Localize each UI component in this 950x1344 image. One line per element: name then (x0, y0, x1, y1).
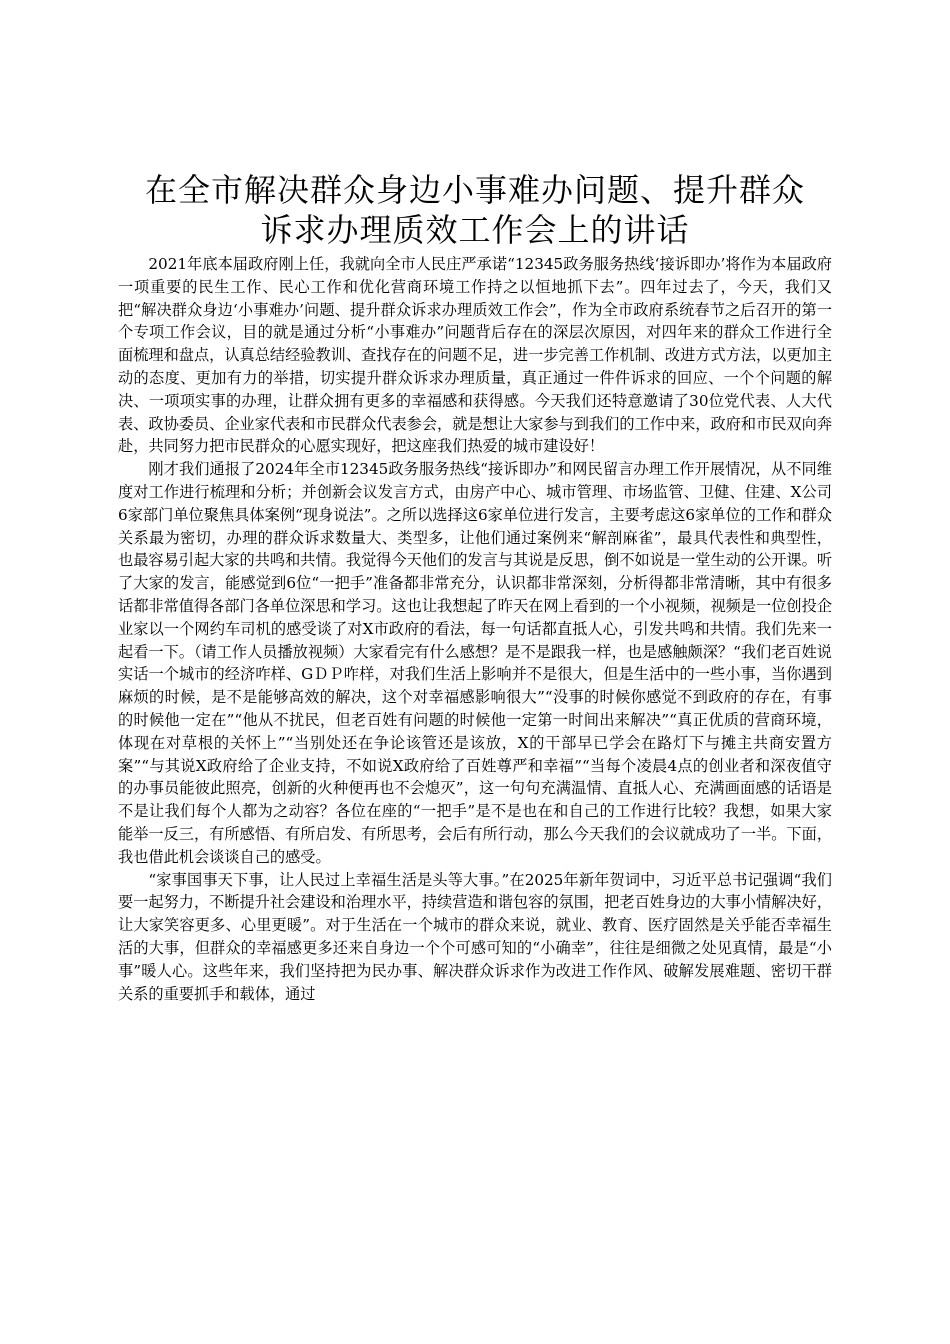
document-title (118, 170, 832, 250)
title-line-2: 诉求办理质效工作会上的讲话 (260, 211, 690, 249)
paragraph-1: 2021年底本届政府刚上任，我就向全市人民庄严承诺“12345政务服务热线‘接诉即办’将作为本届政府一项重要的民生工作、民心工作和优化营商环境工作持之以恒地抓下去”。四年过去了，今天，我们又把“解决群众身边‘小事难办’问题、提升群众诉求办理质效工作会”，作为全市政府系统春节之后召开的第一个专项工作会议，目的就是通过分析“小事难办”问题背后存在的深层次原因，对四年来的群众工作进行全面梳理和盘点，认真总结经验教训、查找存在的问题不足，进一步完善工作机制、改进方式方法，以更加主动的态度、更加有力的举措，切实提升群众诉求办理质量，真正通过一件件诉求的回应、一个个问题的解决、一项项实事的办理，让群众拥有更多的幸福感和获得感。今天我们还特意邀请了30位党代表、人大代表、政协委员、企业家代表和市民群众代表参会，就是想让大家参与到我们的工作中来，政府和市民双向奔赴，共同努力把市民群众的心愿实现好，把这座我们热爱的城市建设好！ (118, 255, 832, 456)
title-line-1: 在全市解决群众身边小事难办问题、提升群众 (144, 171, 805, 209)
paragraph-3: “家事国事天下事，让人民过上幸福生活是头等大事。”在2025年新年贺词中，习近平总书记强调“我们要一起努力，不断提升社会建设和治理水平，持续营造和谐包容的氛围，把老百姓身边的大事小情解决好，让大家笑容更多、心里更暖”。对于生活在一个城市的群众来说，就业、教育、医疗固然是关乎能否幸福生活的大事，但群众的幸福感更多还来自身边一个个可感可知的“小确幸”，往往是细微之处见真情，最是“小事”暖人心。这些年来，我们坚持把为民办事、解决群众诉求作为改进工作作风、破解发展难题、密切干群关系的重要抓手和载体，通过 (118, 870, 832, 1003)
paragraph-2: 刚才我们通报了2024年全市12345政务服务热线“接诉即办”和网民留言办理工作开展情况，从不同维度对工作进行梳理和分析；并创新会议发言方式，由房产中心、城市管理、市场监管、卫健、住建、X公司6家部门单位聚焦具体案例“现身说法”。之所以选择这6家单位进行发言，主要考虑这6家单位的工作和群众关系最为密切，办理的群众诉求数量大、类型多，让他们通过案例来“解剖麻雀”，最具代表性和典型性，也最容易引起大家的共鸣和共情。我觉得今天他们的发言与其说是反思，倒不如说是一堂生动的公开课。听了大家的发言，能感觉到6位“一把手”准备都非常充分，认识都非常深刻，分析得都非常清晰，其中有很多话都非常值得各部门各单位深思和学习。这也让我想起了昨天在网上看到的一个小视频，视频是一位创投企业家以一个网约车司机的感受谈了对X市政府的看法，每一句话都直抵人心，引发共鸣和共情。我们先来一起看一下。（请工作人员播放视频）大家看完有什么感想？是不是跟我一样，也是感触颇深？“我们老百姓说实话一个城市的经济咋样、GＤＰ咋样，对我们生活上影响并不是很大，但是生活中的一些小事，当你遇到麻烦的时候，是不是能够高效的解决，这个对幸福感影响很大”“没事的时候你感觉不到政府的存在，有事的时候他一定在”“他从不扰民，但老百姓有问题的时候他一定第一时间出来解决”“真正优质的营商环境，体现在对草根的关怀上”“当别处还在争论该管还是该放，X的干部早已学会在路灯下与摊主共商安置方案”“与其说X政府给了企业支持，不如说X政府给了百姓尊严和幸福”“当每个凌晨4点的创业者和深夜值守的办事员能彼此照亮，创新的火种便再也不会熄灭”，这一句句充满温情、直抵人心、充满画面感的话语是不是让我们每个人都为之动容？各位在座的“一把手”是不是也在和自己的工作进行比较？我想，如果大家能举一反三，有所感悟、有所启发、有所思考，会后有所行动，那么今天我们的会议就成功了一半。下面，我也借此机会谈谈自己的感受。 (118, 460, 832, 866)
document-page (118, 170, 832, 1005)
